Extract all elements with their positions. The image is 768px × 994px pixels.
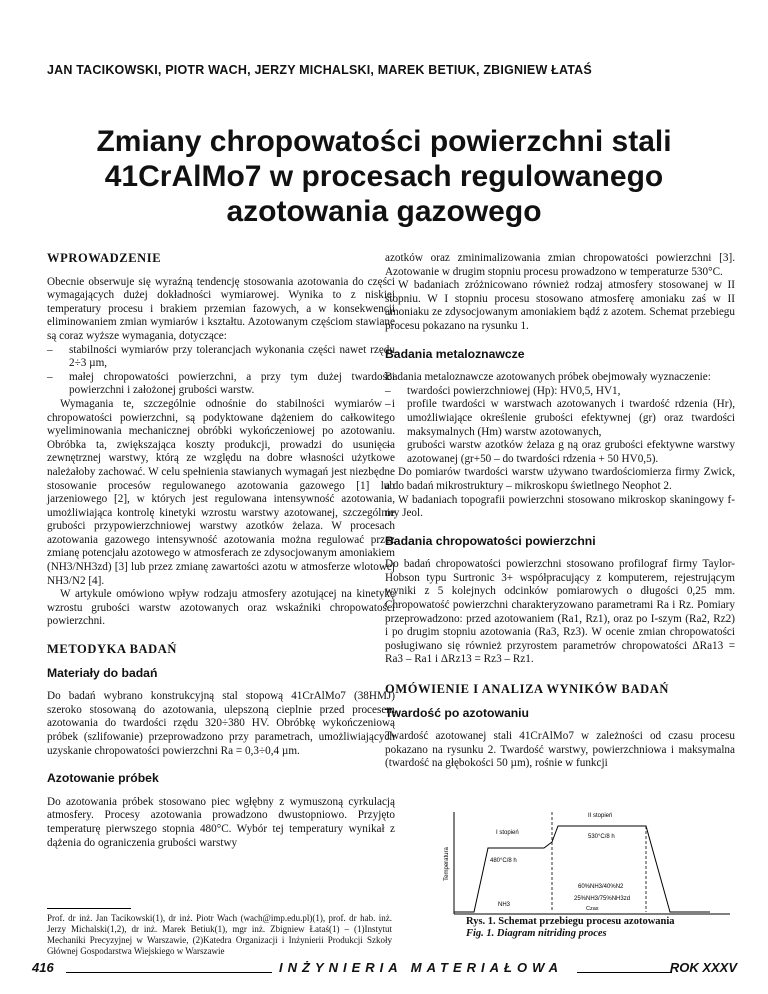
metal-paragraph: Badania metaloznawcze azotowanych próbek obejmowały wyznaczenie: bbox=[385, 371, 711, 384]
page-number: 416 bbox=[32, 960, 54, 975]
metal-bullets bbox=[385, 385, 735, 467]
metal-paragraph-3: W badaniach topografii powierzchni stosowano mikroskop skaningowy f-my Jeol. bbox=[385, 493, 735, 520]
stage-2-label: II stopień bbox=[588, 813, 613, 819]
intro-paragraph-1: Obecnie obserwuje się wyraźną tendencję stosowania azotowania do części wymagających dużej dokładności wymiarowej. Wynika to z niskiej temperatury procesu i brakiem przemian fazowych, a w konsekwencji eliminowaniem zmian wymiarów i kształtu. Azotowanym częściom stawiane są coraz wyższe wymagania, dotyczące: bbox=[47, 275, 395, 342]
intro-heading: WPROWADZENIE bbox=[47, 251, 162, 265]
caption-en: Fig. 1. Diagram nitriding proces bbox=[466, 928, 607, 939]
nitriding-heading: Azotowanie próbek bbox=[47, 771, 159, 786]
caption-pl: Rys. 1. Schemat przebiegu procesu azotowania bbox=[466, 916, 675, 927]
intro-bullets bbox=[47, 344, 395, 398]
hardness-paragraph: Twardość azotowanej stali 41CrAlMo7 w zależności od czasu procesu pokazano na rysunku 2. Twardość warstwy, powierzchniowa i maksymalna (twardość na głębokości 50 µm), rośnie w funkcji bbox=[385, 730, 735, 770]
nitriding-paragraph: Do azotowania próbek stosowano piec wgłębny z wymuszoną cyrkulacją atmosfery. Procesy azotowania prowadzono dwustopniowo. Przyjęto temperaturę pierwszego stopnia 480°C. Wybór tej temperatury wynikał z dążenia do ograniczenia grubości warstwy bbox=[47, 795, 395, 849]
page-footer bbox=[32, 960, 737, 980]
footer-rule-left bbox=[66, 972, 272, 973]
article-title: Zmiany chropowatości powierzchni stali 41CrAlMo7 w procesach regulowanego azotowania gazowego bbox=[96, 125, 672, 228]
process-diagram bbox=[440, 808, 735, 916]
intro-bullet: – małej chropowatości powierzchni, a przy tym dużej twardości powierzchni i założonej grubości warstw. bbox=[47, 371, 395, 398]
author-footnote bbox=[47, 908, 392, 957]
journal-name: INŻYNIERIA MATERIAŁOWA bbox=[279, 960, 564, 975]
materials-paragraph: Do badań wybrano konstrukcyjną stal stopową 41CrAlMo7 (38HMJ) szeroko stosowaną do azotowania, ulepszoną cieplnie przed procesem azotowania do twardości rzędu 320÷380 HV. Obróbkę wykończeniową próbek (szlifowanie) przeprowadzono przy parametrach, umożliwiających uzyskanie chropowatości powierzchni Ra = 0,3÷0,4 µm. bbox=[47, 690, 395, 757]
figure-caption bbox=[466, 916, 675, 940]
left-column bbox=[47, 252, 395, 850]
intro-bullet: – stabilności wymiarów przy tolerancjach wykonania części nawet rzędu 2÷3 µm, bbox=[47, 344, 395, 371]
metal-bullet: – twardości powierzchniowej (Hp): HV0,5, HV1, bbox=[385, 385, 735, 399]
method-heading: METODYKA BADAŃ bbox=[47, 642, 178, 657]
journal-year: ROK XXXV bbox=[669, 960, 737, 975]
authors: JAN TACIKOWSKI, PIOTR WACH, JERZY MICHALSKI, MAREK BETIUK, ZBIGNIEW ŁATAŚ bbox=[47, 63, 592, 77]
roughness-heading: Badania chropowatości powierzchni bbox=[385, 533, 596, 548]
atm-2b-label: 25%NH3/75%NH3zd bbox=[574, 896, 631, 902]
results-heading: OMÓWIENIE I ANALIZA WYNIKÓW BADAŃ bbox=[385, 682, 669, 697]
x-axis-label: Czas bbox=[586, 906, 599, 912]
footnote-rule bbox=[47, 908, 131, 909]
intro-paragraph-3: W artykule omówiono wpływ rodzaju atmosfery azotującej na kinetykę wzrostu grubości warstw azotowanych oraz wskaźniki chropowatości powierzchni. bbox=[47, 588, 395, 628]
y-axis-label: Temperatura bbox=[444, 847, 450, 881]
atm-1-label: NH3 bbox=[498, 902, 511, 908]
intro-paragraph-2: Wymagania te, szczególnie odnośnie do stabilności wymiarów i chropowatości powierzchni, są podyktowane dążeniem do całkowitego wyeliminowania mechanicznej obróbki wykończeniowej po azotowaniu. Obróbka ta, zwiększająca koszty produkcji, prowadzi do usunięcia zewnętrznej warstwy, którą ze względu na dobre własności użytkowe należałoby zachować. W celu spełnienia stawianych wymagań jest niezbędne stosowanie procesów regulowanego azotowania gazowego [1] lub jarzeniowego [2], w których jest regulowana intensywność azotowania, umożliwiająca kontrolę kinetyki wzrostu warstwy azotowanej, szczególnie grubości przypowierzchniowej warstwy azotków żelaza. W procesach azotowania gazowego intensywność azotowania można regulować przez zmianę potencjału azotowego w atmosferach ze zdysocjowanym amoniakiem (NH3/NH3zd) [3] lub przez zmianę zawartości azotu w atmosferze wlotowej NH3/N2 [4]. bbox=[47, 397, 395, 587]
materials-heading: Materiały do badań bbox=[47, 665, 158, 680]
roughness-paragraph: Do badań chropowatości powierzchni stosowano profilograf firmy Taylor-Hobson typu Surtronic 3+ współpracujący z komputerem, rejestrującym wyniki z 5 kolejnych odcinków pomiarowych o długości 0,25 mm. Chropowatość powierzchni charakteryzowano parametrami Ra i Rz. Pomiary przeprowadzono: przed azotowaniem (Ra1, Rz1), oraz po I-szym (Ra2, Rz2) i po drugim stopniu azotowania (Ra3, Rz3). W ocenie zmian chropowatości posługiwano się również przyrostem parametrów chropowatości ΔRa13 = Ra3 – Ra1 i ΔRz13 = Rz3 – Rz1. bbox=[385, 558, 735, 666]
hardness-heading: Twardość po azotowaniu bbox=[385, 705, 529, 720]
continuation-paragraph-2: W badaniach zróżnicowano również rodzaj atmosfery stosowanej w II stopniu. W I stopniu procesu stosowano atmosferę amoniaku zaś w II amoniaku ze zdysocjowanym amoniakiem bądź z azotem. Schemat przebiegu procesu pokazano na rysunku 1. bbox=[385, 279, 735, 332]
continuation-paragraph: azotków oraz zminimalizowania zmian chropowatości powierzchni [3]. Azotowanie w drugim stopniu procesu prowadzono w temperaturze 530°C. bbox=[385, 252, 735, 278]
right-column bbox=[385, 252, 735, 771]
footnote-text: Prof. dr inż. Jan Tacikowski(1), dr inż. Piotr Wach (wach@imp.edu.pl)(1), prof. dr hab. inż. Jerzy Michalski(1,2), dr inż. Marek Betiuk(1), mgr inż. Zbigniew Łataś(1) – (1)Instytut Mechaniki Precyzyjnej w Warszawie, (2)Katedra Organizacji i Inżynierii Produkcji Szkoły Głównej Gospodarstwa Wiejskiego w Warszawie bbox=[47, 913, 392, 956]
footer-rule-right bbox=[577, 972, 672, 973]
metal-bullet: – grubości warstw azotków żelaza g ną oraz grubości efektywne warstwy azotowanej (gr+50 – do twardości rdzenia + 50 HV0,5). bbox=[385, 439, 735, 466]
stage-1-label: I stopień bbox=[496, 830, 519, 836]
temp-1-label: 480°C/8 h bbox=[490, 858, 517, 864]
metal-paragraph-2: Do pomiarów twardości warstw używano twardościomierza firmy Zwick, a do badań mikrostruktury – mikroskopu świetlnego Neophot 2. bbox=[385, 466, 735, 492]
temp-2-label: 530°C/8 h bbox=[588, 834, 615, 840]
metal-heading: Badania metaloznawcze bbox=[385, 346, 525, 361]
atm-2a-label: 60%NH3/40%N2 bbox=[578, 884, 624, 890]
metal-bullet: – profile twardości w warstwach azotowanych i twardość rdzenia (Hr), umożliwiające określenie grubości efektywnej (gr) oraz twardości maksymalnych (Hm) warstw azotowanych, bbox=[385, 398, 735, 439]
